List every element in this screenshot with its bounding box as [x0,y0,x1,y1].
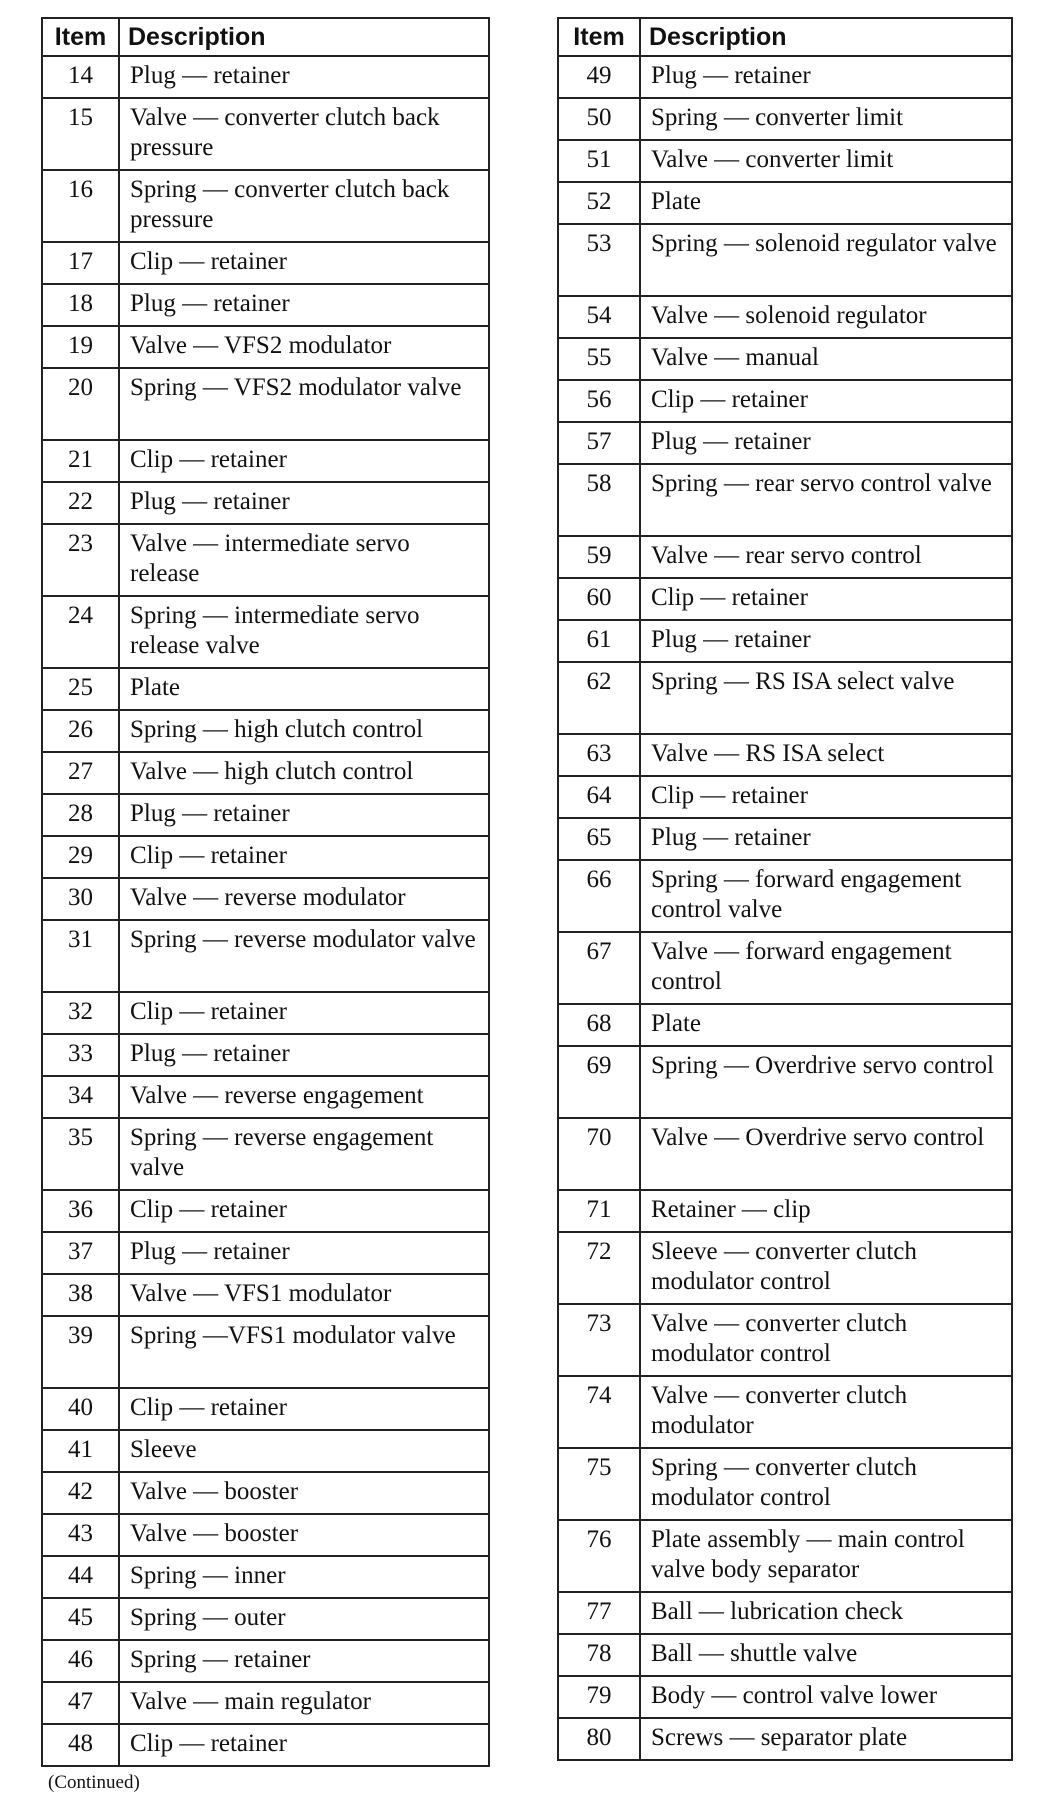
item-description: Valve — Overdrive servo control [640,1118,1012,1190]
item-description: Valve — high clutch control [119,752,489,794]
table-row [42,1190,489,1232]
table-row [558,422,1012,464]
table-row [558,1190,1012,1232]
left-parts-table [41,17,490,1767]
table-row [558,56,1012,98]
item-description: Clip — retainer [640,380,1012,422]
item-number: 61 [558,620,640,662]
item-number: 22 [42,482,119,524]
table-row [42,482,489,524]
item-number: 76 [558,1520,640,1592]
table-row [42,170,489,242]
item-description: Valve — VFS2 modulator [119,326,489,368]
item-number: 43 [42,1514,119,1556]
item-description: Plug — retainer [640,818,1012,860]
item-number: 63 [558,734,640,776]
item-description: Spring — solenoid regulator valve [640,224,1012,296]
table-row [558,662,1012,734]
item-description: Spring — VFS2 modulator valve [119,368,489,440]
item-description: Valve — solenoid regulator [640,296,1012,338]
table-row [558,296,1012,338]
item-description: Plate [640,1004,1012,1046]
item-number: 71 [558,1190,640,1232]
item-description: Plug — retainer [119,284,489,326]
item-description: Valve — reverse modulator [119,878,489,920]
table-row [42,242,489,284]
item-number: 44 [42,1556,119,1598]
item-number: 69 [558,1046,640,1118]
item-description: Valve — converter limit [640,140,1012,182]
item-number: 46 [42,1640,119,1682]
item-description: Clip — retainer [119,992,489,1034]
item-number: 50 [558,98,640,140]
item-description: Spring — retainer [119,1640,489,1682]
item-number: 30 [42,878,119,920]
item-number: 66 [558,860,640,932]
item-number: 40 [42,1388,119,1430]
header-row [42,18,489,56]
table-row [558,1718,1012,1760]
item-number: 45 [42,1598,119,1640]
table-row [42,98,489,170]
item-number: 32 [42,992,119,1034]
item-description: Valve — RS ISA select [640,734,1012,776]
table-row [558,860,1012,932]
item-description: Valve — main regulator [119,1682,489,1724]
left-table-body [42,56,489,1766]
table-row [42,1388,489,1430]
item-description: Plate [640,182,1012,224]
table-row [558,1634,1012,1676]
item-number: 70 [558,1118,640,1190]
header-row [558,18,1012,56]
item-description: Spring — rear servo control valve [640,464,1012,536]
item-number: 56 [558,380,640,422]
item-description: Spring — intermediate servo release valve [119,596,489,668]
table-row [558,776,1012,818]
item-number: 59 [558,536,640,578]
table-row [42,1034,489,1076]
table-row [42,56,489,98]
table-row [558,1304,1012,1376]
item-description: Sleeve — converter clutch modulator control [640,1232,1012,1304]
item-description: Plate [119,668,489,710]
item-description: Clip — retainer [640,578,1012,620]
item-description: Valve — forward engagement control [640,932,1012,1004]
item-number: 47 [42,1682,119,1724]
table-row [558,98,1012,140]
item-description: Screws — separator plate [640,1718,1012,1760]
item-number: 77 [558,1592,640,1634]
item-number: 57 [558,422,640,464]
item-number: 17 [42,242,119,284]
table-row [42,1472,489,1514]
item-description: Spring — high clutch control [119,710,489,752]
item-number: 19 [42,326,119,368]
table-row [558,464,1012,536]
table-row [42,752,489,794]
table-row [42,1316,489,1388]
item-number: 23 [42,524,119,596]
table-row [42,710,489,752]
item-number: 60 [558,578,640,620]
item-description: Spring — converter clutch back pressure [119,170,489,242]
item-number: 49 [558,56,640,98]
item-description: Ball — lubrication check [640,1592,1012,1634]
item-description: Plug — retainer [640,620,1012,662]
table-row [558,1004,1012,1046]
table-row [42,440,489,482]
item-column-header: Item [558,18,640,56]
table-row [42,1556,489,1598]
table-row [42,1274,489,1316]
item-description: Valve — rear servo control [640,536,1012,578]
table-row [42,326,489,368]
item-number: 18 [42,284,119,326]
item-number: 16 [42,170,119,242]
table-row [558,578,1012,620]
table-row [558,734,1012,776]
item-description: Plug — retainer [119,794,489,836]
item-description: Plug — retainer [119,1034,489,1076]
item-number: 51 [558,140,640,182]
item-description: Plate assembly — main control valve body separator [640,1520,1012,1592]
table-row [558,224,1012,296]
item-description: Retainer — clip [640,1190,1012,1232]
table-row [558,1232,1012,1304]
item-number: 14 [42,56,119,98]
table-row [42,1118,489,1190]
item-description: Clip — retainer [119,242,489,284]
description-column-header: Description [119,18,489,56]
table-row [558,1376,1012,1448]
item-number: 28 [42,794,119,836]
item-number: 52 [558,182,640,224]
item-description: Valve — booster [119,1472,489,1514]
item-number: 72 [558,1232,640,1304]
item-description: Spring — forward engagement control valve [640,860,1012,932]
item-number: 48 [42,1724,119,1766]
table-row [42,1232,489,1274]
item-description: Body — control valve lower [640,1676,1012,1718]
item-description: Clip — retainer [119,1388,489,1430]
item-description: Valve — manual [640,338,1012,380]
item-number: 39 [42,1316,119,1388]
item-description: Valve — booster [119,1514,489,1556]
continued-note: (Continued) [48,1772,140,1793]
item-number: 36 [42,1190,119,1232]
item-number: 64 [558,776,640,818]
item-number: 20 [42,368,119,440]
item-description: Plug — retainer [640,422,1012,464]
table-row [558,932,1012,1004]
table-row [42,524,489,596]
table-row [558,140,1012,182]
item-description: Sleeve [119,1430,489,1472]
table-row [558,1046,1012,1118]
description-column-header: Description [640,18,1012,56]
table-row [558,1118,1012,1190]
item-description: Valve — reverse engagement [119,1076,489,1118]
item-description: Spring — outer [119,1598,489,1640]
item-number: 65 [558,818,640,860]
item-description: Clip — retainer [119,1190,489,1232]
item-number: 29 [42,836,119,878]
item-description: Spring — converter clutch modulator control [640,1448,1012,1520]
item-number: 25 [42,668,119,710]
item-number: 62 [558,662,640,734]
item-number: 33 [42,1034,119,1076]
item-number: 42 [42,1472,119,1514]
table-row [42,368,489,440]
item-description: Valve — VFS1 modulator [119,1274,489,1316]
right-parts-table [557,17,1013,1761]
item-description: Spring — reverse modulator valve [119,920,489,992]
item-description: Plug — retainer [119,482,489,524]
item-description: Plug — retainer [119,56,489,98]
item-number: 38 [42,1274,119,1316]
table-row [42,1076,489,1118]
item-description: Spring — reverse engagement valve [119,1118,489,1190]
item-number: 34 [42,1076,119,1118]
table-row [558,182,1012,224]
table-row [558,1448,1012,1520]
item-description: Valve — intermediate servo release [119,524,489,596]
table-row [558,1520,1012,1592]
item-number: 35 [42,1118,119,1190]
item-description: Valve — converter clutch modulator [640,1376,1012,1448]
item-number: 37 [42,1232,119,1274]
item-number: 68 [558,1004,640,1046]
table-row [42,1430,489,1472]
item-description: Spring — converter limit [640,98,1012,140]
item-column-header: Item [42,18,119,56]
item-number: 80 [558,1718,640,1760]
table-row [42,992,489,1034]
item-description: Spring — inner [119,1556,489,1598]
item-description: Spring — RS ISA select valve [640,662,1012,734]
table-row [42,1598,489,1640]
table-row [42,668,489,710]
item-description: Plug — retainer [119,1232,489,1274]
table-row [42,920,489,992]
item-number: 75 [558,1448,640,1520]
table-row [42,1682,489,1724]
item-description: Valve — converter clutch back pressure [119,98,489,170]
item-number: 15 [42,98,119,170]
table-row [42,596,489,668]
item-number: 27 [42,752,119,794]
item-description: Spring —VFS1 modulator valve [119,1316,489,1388]
item-number: 21 [42,440,119,482]
item-description: Ball — shuttle valve [640,1634,1012,1676]
right-table-body [558,56,1012,1760]
item-number: 26 [42,710,119,752]
table-row [558,338,1012,380]
item-number: 53 [558,224,640,296]
table-row [558,620,1012,662]
table-row [42,836,489,878]
item-number: 67 [558,932,640,1004]
table-row [558,1592,1012,1634]
item-number: 55 [558,338,640,380]
item-number: 73 [558,1304,640,1376]
table-row [558,818,1012,860]
table-row [42,1724,489,1766]
item-description: Clip — retainer [640,776,1012,818]
table-row [558,380,1012,422]
item-description: Clip — retainer [119,440,489,482]
item-description: Clip — retainer [119,836,489,878]
item-description: Valve — converter clutch modulator control [640,1304,1012,1376]
table-row [42,1514,489,1556]
table-row [558,1676,1012,1718]
item-number: 78 [558,1634,640,1676]
table-row [42,878,489,920]
item-number: 54 [558,296,640,338]
item-number: 24 [42,596,119,668]
item-description: Plug — retainer [640,56,1012,98]
table-row [42,1640,489,1682]
item-description: Spring — Overdrive servo control [640,1046,1012,1118]
item-number: 79 [558,1676,640,1718]
item-number: 31 [42,920,119,992]
table-row [42,284,489,326]
item-description: Clip — retainer [119,1724,489,1766]
table-row [558,536,1012,578]
item-number: 74 [558,1376,640,1448]
item-number: 41 [42,1430,119,1472]
table-row [42,794,489,836]
item-number: 58 [558,464,640,536]
